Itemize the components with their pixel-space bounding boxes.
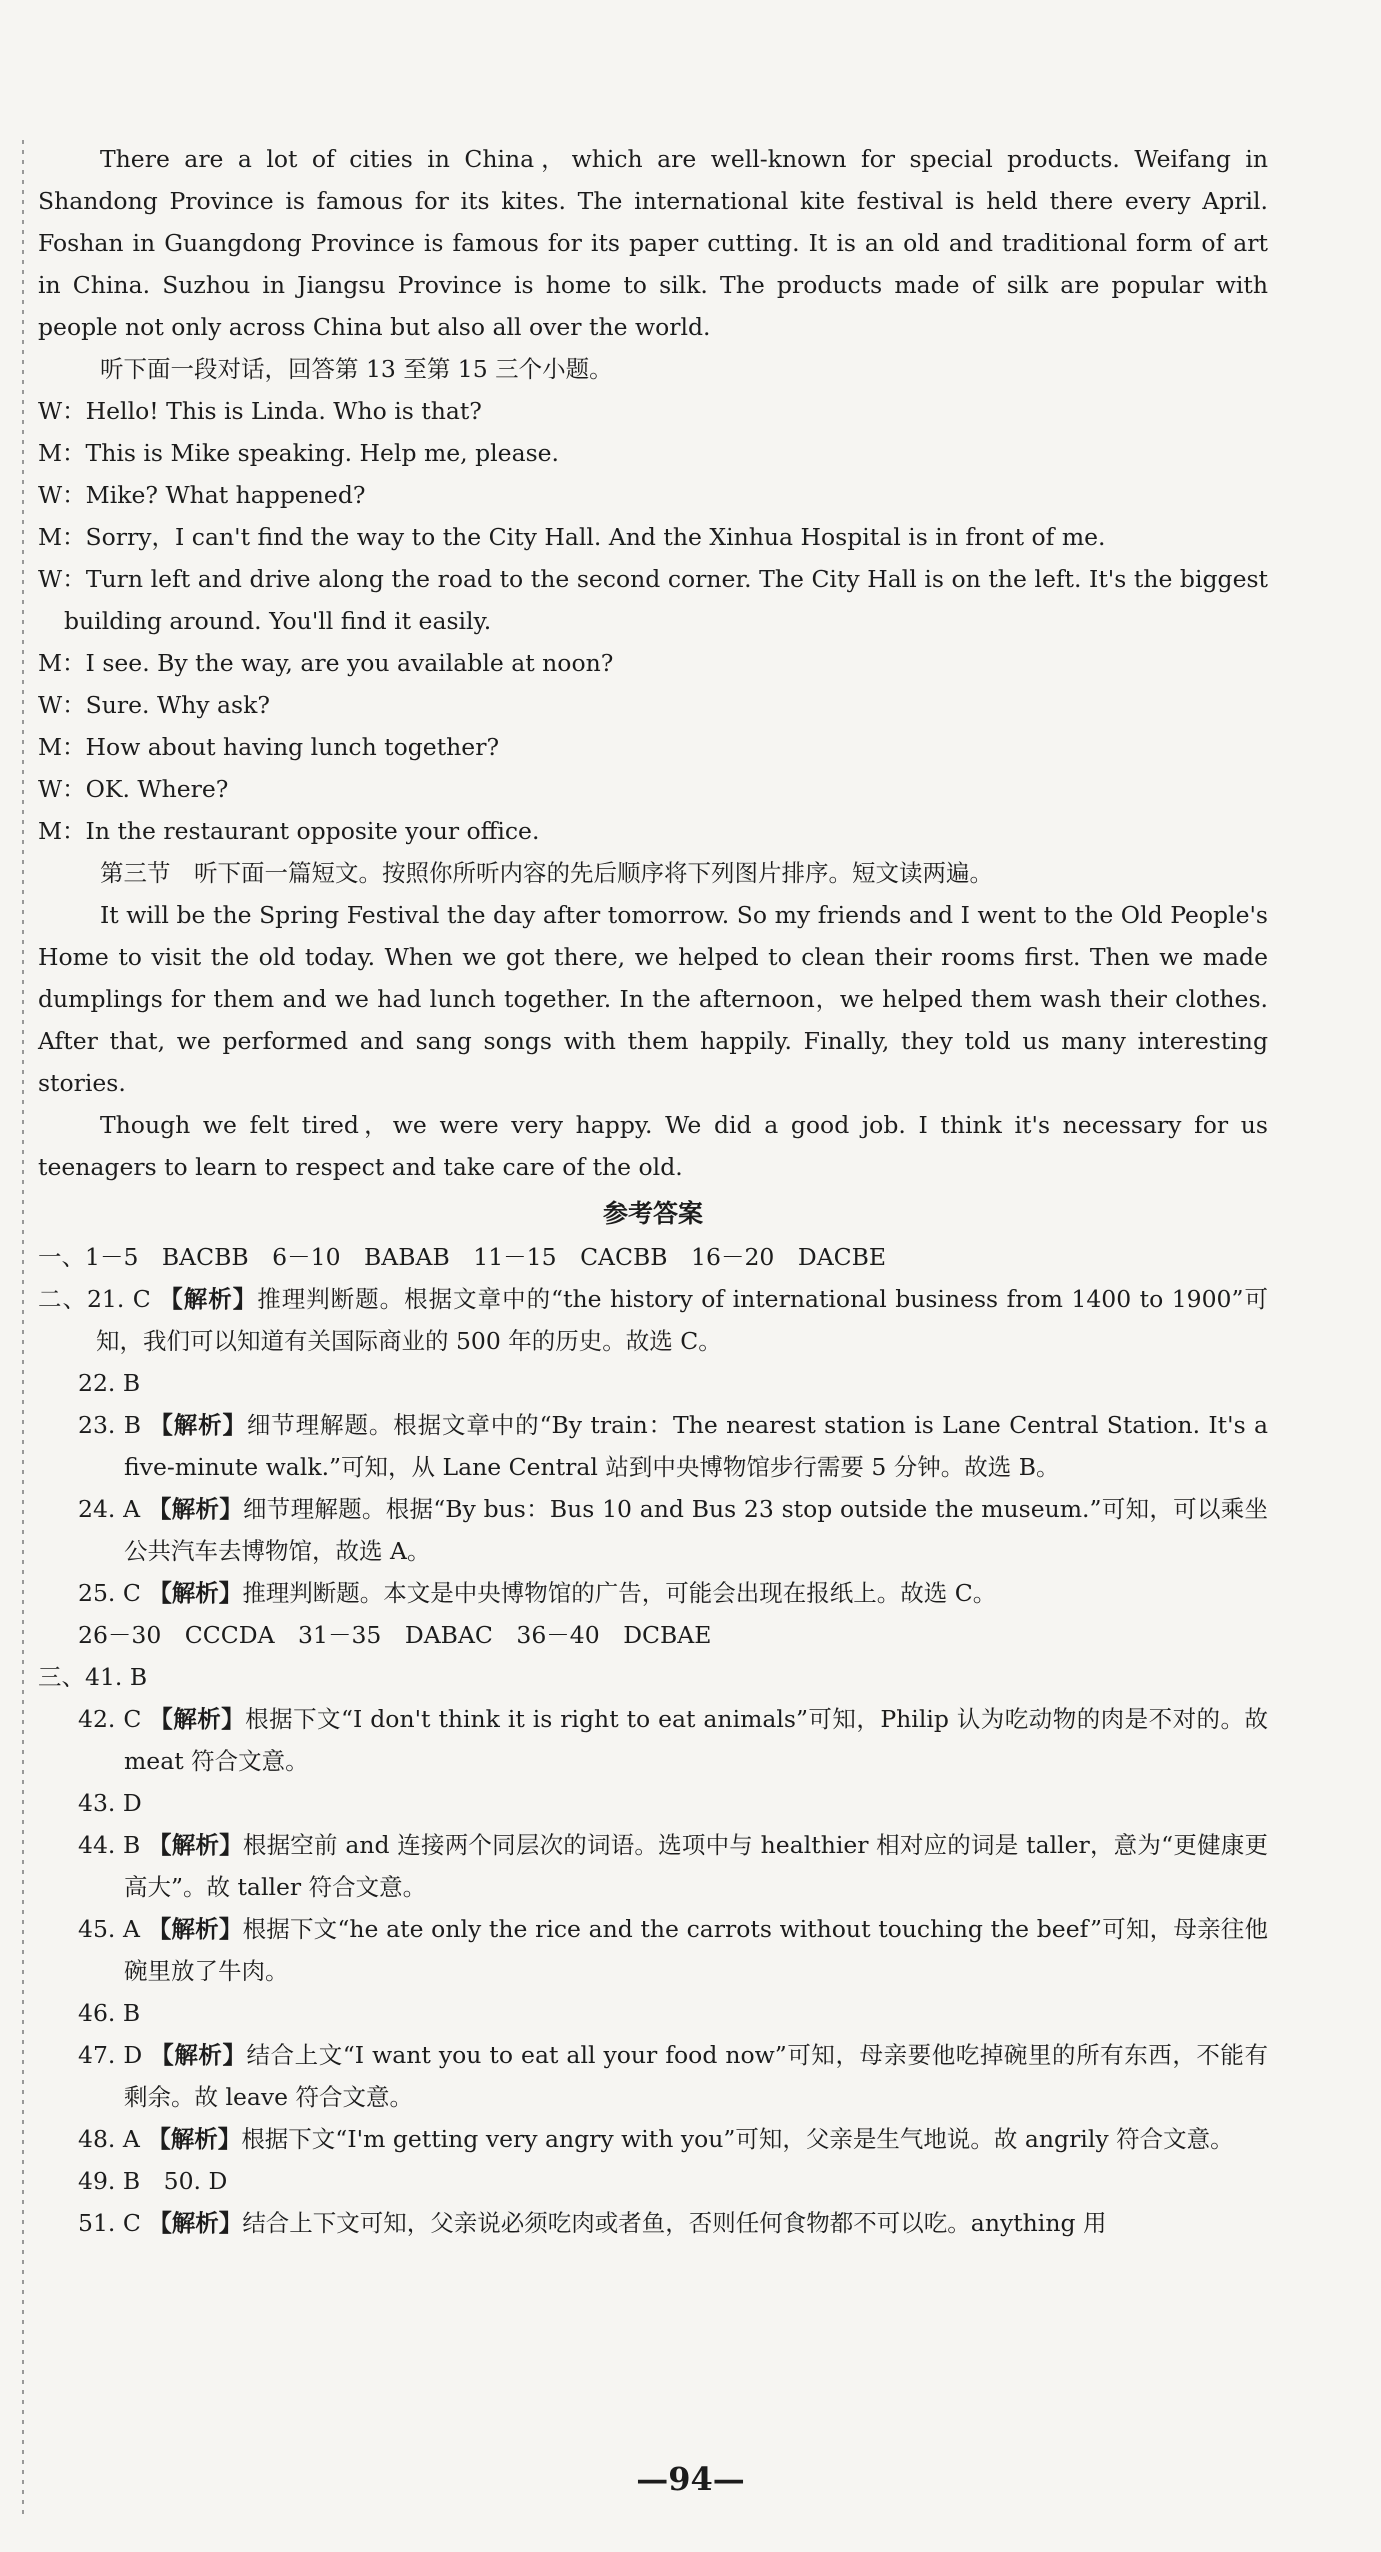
dialogue-line: M：This is Mike speaking. Help me, please.	[38, 439, 560, 467]
answer-item: 23. B 【解析】细节理解题。根据文章中的“By train：The nearest station is Lane Central Station. It's a five-minute walk.”可知，从 Lane Central 站到中央博物馆步行需要 5 分钟。故选 B。	[78, 1411, 1268, 1481]
dialogue	[38, 390, 1268, 852]
answer-item: 24. A 【解析】细节理解题。根据“By bus：Bus 10 and Bus 23 stop outside the museum.”可知，可以乘坐公共汽车去博物馆，故选 A。	[78, 1495, 1269, 1565]
listening-passage-3: Though we felt tired，we were very happy. We did a good job. I think it's necessary for us teenagers to learn to respect and take care of the old.	[38, 1111, 1268, 1181]
answer-item: 49. B 50. D	[78, 2167, 228, 2195]
answer-item: 47. D 【解析】结合上文“I want you to eat all your food now”可知，母亲要他吃掉碗里的所有东西，不能有剩余。故 leave 符合文意。	[78, 2041, 1268, 2111]
dialogue-line: M：In the restaurant opposite your office.	[38, 817, 540, 845]
page-number: —94—	[636, 2460, 745, 2498]
answer-item: 43. D	[78, 1789, 142, 1817]
dialogue-line: W：OK. Where?	[38, 775, 229, 803]
answer-item: 48. A 【解析】根据下文“I'm getting very angry with you”可知，父亲是生气地说。故 angrily 符合文意。	[78, 2125, 1234, 2153]
dialogue-line: M：How about having lunch together?	[38, 733, 500, 761]
answer-item: 25. C 【解析】推理判断题。本文是中央博物馆的广告，可能会出现在报纸上。故选 C。	[78, 1579, 997, 1607]
answer-item: 46. B	[78, 1999, 141, 2027]
document-page	[38, 138, 1268, 2244]
dialogue-line: W：Hello! This is Linda. Who is that?	[38, 397, 482, 425]
answer-item: 二、21. C 【解析】推理判断题。根据文章中的“the history of international business from 1400 to 1900”可知，我们可以知道有关国际商业的 500 年的历史。故选 C。	[38, 1285, 1268, 1355]
answer-item: 22. B	[78, 1369, 141, 1397]
answers-title: 参考答案	[602, 1199, 703, 1228]
answer-item: 44. B 【解析】根据空前 and 连接两个同层次的词语。选项中与 healthier 相对应的词是 taller，意为“更健康更高大”。故 taller 符合文意。	[78, 1831, 1268, 1901]
dialogue-line: W：Turn left and drive along the road to the second corner. The City Hall is on the left. It's the biggest building around. You'll find it easily.	[38, 565, 1268, 635]
answer-item: 42. C 【解析】根据下文“I don't think it is right to eat animals”可知，Philip 认为吃动物的肉是不对的。故 meat 符合文意。	[78, 1705, 1268, 1775]
dialogue-line: W：Sure. Why ask?	[38, 691, 270, 719]
dialogue-line: W：Mike? What happened?	[38, 481, 366, 509]
listening-passage-2: It will be the Spring Festival the day after tomorrow. So my friends and I went to the Old People's Home to visit the old today. When we got there, we helped to clean their rooms first. Then we made dumplings for them and we had lunch together. In the afternoon，we helped them wash their clothes. After that, we performed and sang songs with them happily. Finally, they told us many interesting stories.	[38, 901, 1268, 1097]
instruction-dialogue: 听下面一段对话，回答第 13 至第 15 三个小题。	[100, 355, 613, 383]
dialogue-line: M：I see. By the way, are you available at noon?	[38, 649, 614, 677]
answer-item: 51. C 【解析】结合上下文可知，父亲说必须吃肉或者鱼，否则任何食物都不可以吃。anything 用	[78, 2209, 1107, 2237]
listening-passage-1: There are a lot of cities in China，which are well-known for special products. Weifang in Shandong Province is famous for its kites. The international kite festival is held there every April. Foshan in Guangdong Province is famous for its paper cutting. It is an old and traditional form of art in China. Suzhou in Jiangsu Province is home to silk. The products made of silk are popular with people not only across China but also all over the world.	[38, 145, 1268, 341]
answer-part1: 一、1－5 BACBB 6－10 BABAB 11－15 CACBB 16－20 DACBE	[38, 1243, 887, 1271]
answer-key	[38, 1236, 1268, 2244]
dialogue-line: M：Sorry，I can't find the way to the City Hall. And the Xinhua Hospital is in front of me.	[38, 523, 1106, 551]
answer-item: 45. A 【解析】根据下文“he ate only the rice and the carrots without touching the beef”可知，母亲往他碗里放了牛肉。	[78, 1915, 1269, 1985]
section-3-instruction: 第三节 听下面一篇短文。按照你所听内容的先后顺序将下列图片排序。短文读两遍。	[100, 859, 993, 887]
binding-margin-dots	[22, 140, 24, 2520]
answer-item: 三、41. B	[38, 1663, 148, 1691]
answer-item: 26－30 CCCDA 31－35 DABAC 36－40 DCBAE	[78, 1621, 712, 1649]
